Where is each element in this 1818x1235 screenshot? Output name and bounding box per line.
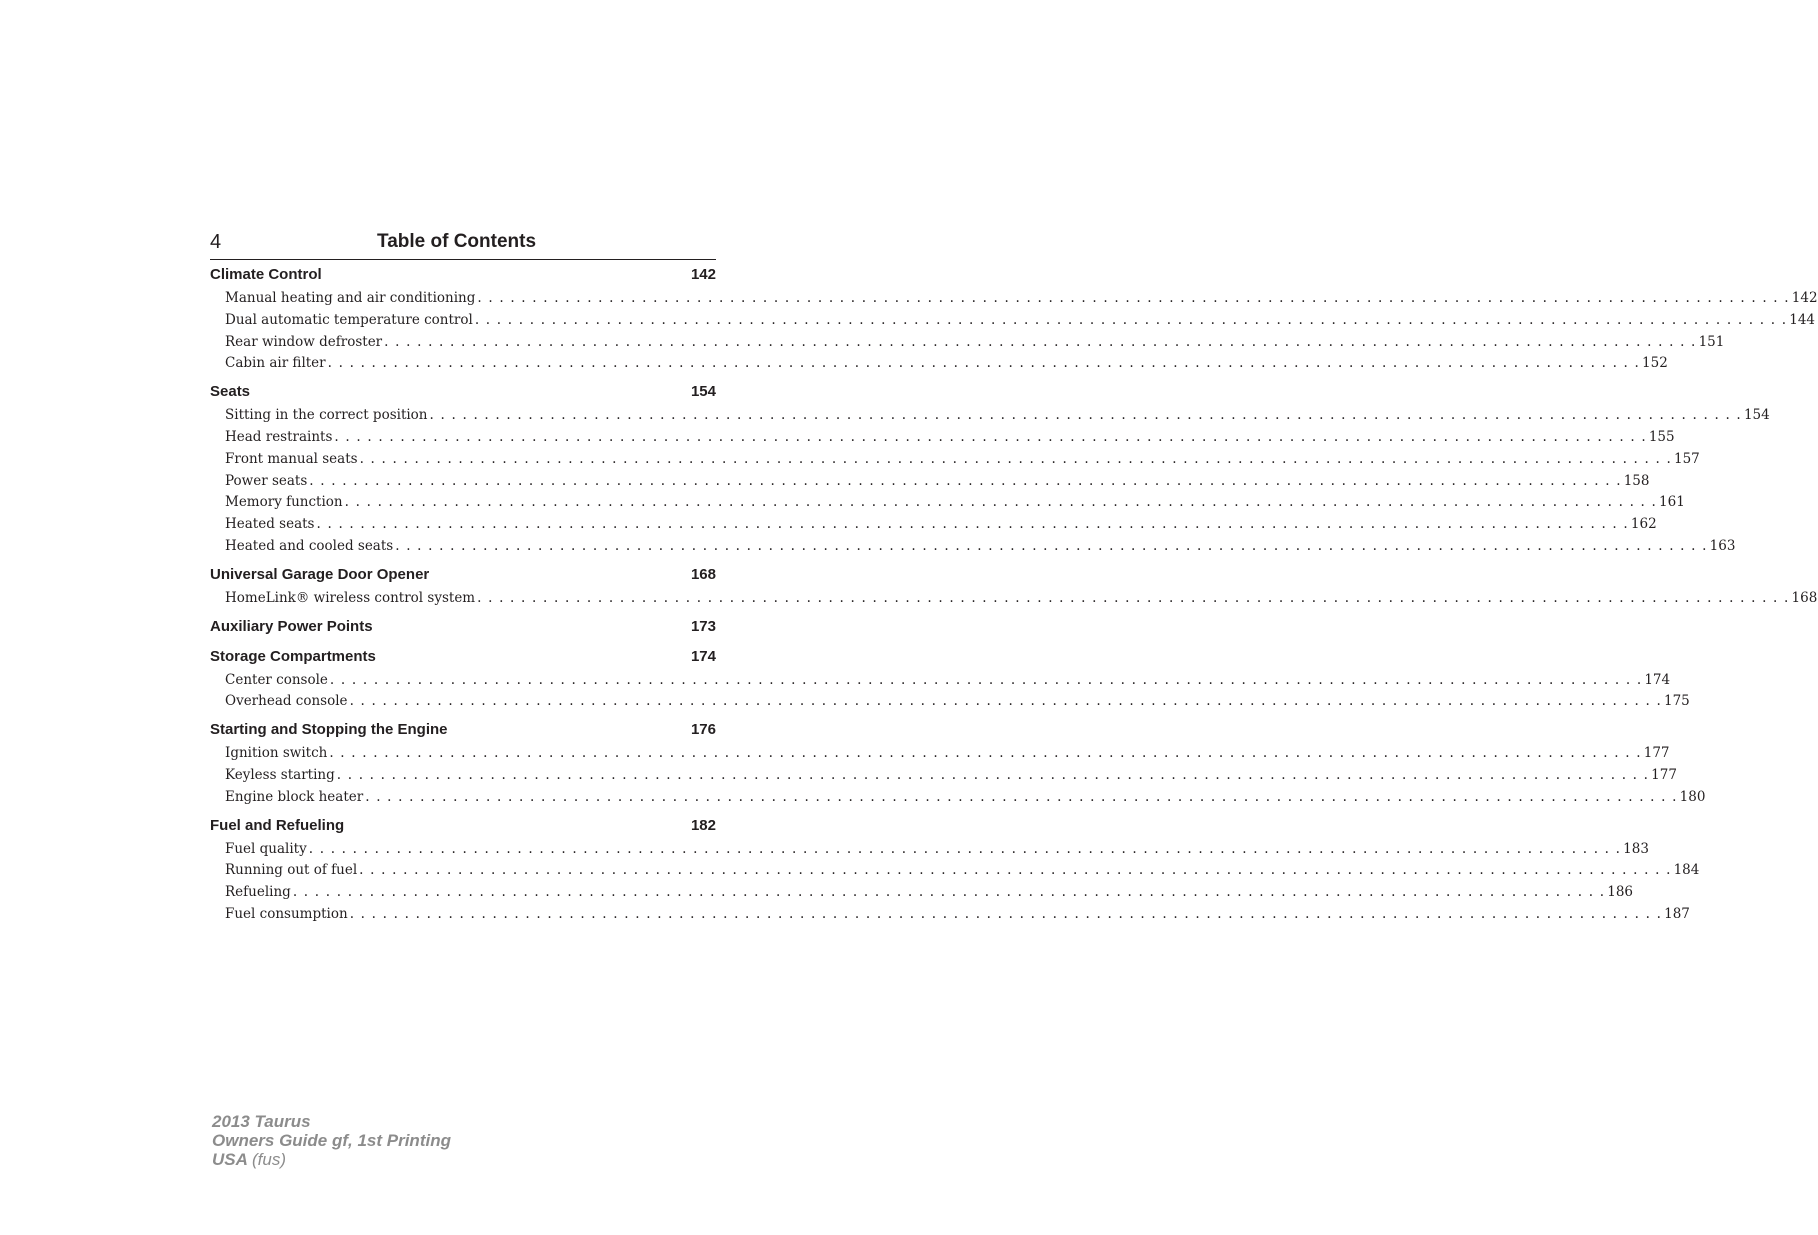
toc-section-heading[interactable] [210,817,716,839]
dot-leader: . . . . . . . . . . . . . . . . . . . . . . . . . . . . . . . . . . . . . . . . . . . . . . . . . . . . . . . . . . . . . . . . . . . . . . . . . . . . . . . . . . . . . . . . . . . . . . . . . . . . . . . . . . . . . . . . . . . . . . . . [316,516,1629,533]
entry-page-number: 177 [1643,745,1670,762]
footer-region [212,1150,451,1169]
toc-entry[interactable] [210,691,1690,713]
toc-entry[interactable] [210,449,1700,471]
entry-label: Ignition switch [225,745,328,762]
dot-leader: . . . . . . . . . . . . . . . . . . . . . . . . . . . . . . . . . . . . . . . . . . . . . . . . . . . . . . . . . . . . . . . . . . . . . . . . . . . . . . . . . . . . . . . . . . . . . . . . . . . . . . . . . . . . . . . . . . . . . . . . [292,884,1606,901]
entry-page-number: 174 [1644,671,1671,688]
section-page-number: 154 [690,383,716,401]
toc-entry[interactable] [210,904,1690,926]
entry-label: Heated seats [225,516,315,533]
entry-label: Head restraints [225,428,333,445]
section-page-number: 182 [690,816,716,834]
toc-entry[interactable] [210,332,1725,354]
entry-label: Power seats [225,472,308,489]
footer-guide-edition: Owners Guide gf, 1st Printing [212,1131,451,1150]
dot-leader: . . . . . . . . . . . . . . . . . . . . . . . . . . . . . . . . . . . . . . . . . . . . . . . . . . . . . . . . . . . . . . . . . . . . . . . . . . . . . . . . . . . . . . . . . . . . . . . . . . . . . . . . . . . . . . . . . . . . . . . . [308,840,1622,857]
section-page-number: 168 [690,565,716,583]
toc-entry[interactable] [210,427,1675,449]
toc-entry[interactable] [210,670,1671,692]
entry-label: Sitting in the correct position [225,407,428,424]
entry-label: Keyless starting [225,766,335,783]
entry-page-number: 186 [1607,884,1634,901]
entry-label: Memory function [225,494,343,511]
entry-page-number: 154 [1743,407,1770,424]
footer-region-sub: (fus) [252,1150,286,1169]
toc-section-heading[interactable] [210,721,716,743]
section-page-number: 173 [690,617,716,635]
toc-section [210,721,1706,808]
dot-leader: . . . . . . . . . . . . . . . . . . . . . . . . . . . . . . . . . . . . . . . . . . . . . . . . . . . . . . . . . . . . . . . . . . . . . . . . . . . . . . . . . . . . . . . . . . . . . . . . . . . . . . . . . . . . . . . . . . . . . . . . [477,290,1790,306]
entry-page-number: 151 [1698,333,1725,350]
toc-entry[interactable] [210,765,1677,787]
entry-page-number: 177 [1651,766,1677,783]
entry-label: Rear window defroster [225,333,383,350]
toc-entry[interactable] [210,882,1634,904]
footer-model: 2013 Taurus [212,1112,311,1131]
entry-page-number: 157 [1674,450,1700,467]
entry-page-number: 175 [1663,693,1690,710]
footer-region-code: USA [212,1150,248,1169]
entry-page-number: 161 [1659,494,1685,511]
dot-leader: . . . . . . . . . . . . . . . . . . . . . . . . . . . . . . . . . . . . . . . . . . . . . . . . . . . . . . . . . . . . . . . . . . . . . . . . . . . . . . . . . . . . . . . . . . . . . . . . . . . . . . . . . . . . . . . . . . . . . . . . [336,766,1650,783]
document-footer [212,1112,451,1169]
entry-label: Refueling [225,884,291,901]
dot-leader: . . . . . . . . . . . . . . . . . . . . . . . . . . . . . . . . . . . . . . . . . . . . . . . . . . . . . . . . . . . . . . . . . . . . . . . . . . . . . . . . . . . . . . . . . . . . . . . . . . . . . . . . . . . . . . . . . . . . . . . . [384,333,1697,350]
toc-section [210,647,1690,714]
dot-leader: . . . . . . . . . . . . . . . . . . . . . . . . . . . . . . . . . . . . . . . . . . . . . . . . . . . . . . . . . . . . . . . . . . . . . . . . . . . . . . . . . . . . . . . . . . . . . . . . . . . . . . . . . . . . . . . . . . . . . . . . [359,862,1672,879]
dot-leader: . . . . . . . . . . . . . . . . . . . . . . . . . . . . . . . . . . . . . . . . . . . . . . . . . . . . . . . . . . . . . . . . . . . . . . . . . . . . . . . . . . . . . . . . . . . . . . . . . . . . . . . . . . . . . . . . . . . . . . . . [344,494,1658,511]
entry-page-number: 163 [1709,537,1736,554]
toc-entry[interactable] [210,471,1650,493]
dot-leader: . . . . . . . . . . . . . . . . . . . . . . . . . . . . . . . . . . . . . . . . . . . . . . . . . . . . . . . . . . . . . . . . . . . . . . . . . . . . . . . . . . . . . . . . . . . . . . . . . . . . . . . . . . . . . . . . . . . . . . . . [329,671,1643,688]
toc-entry[interactable] [210,514,1657,536]
toc-section [210,383,1770,558]
table-of-contents [210,266,1818,934]
entry-label: Front manual seats [225,450,358,467]
dot-leader: . . . . . . . . . . . . . . . . . . . . . . . . . . . . . . . . . . . . . . . . . . . . . . . . . . . . . . . . . . . . . . . . . . . . . . . . . . . . . . . . . . . . . . . . . . . . . . . . . . . . . . . . . . . . . . . . . . . . . . . . [429,407,1742,424]
dot-leader: . . . . . . . . . . . . . . . . . . . . . . . . . . . . . . . . . . . . . . . . . . . . . . . . . . . . . . . . . . . . . . . . . . . . . . . . . . . . . . . . . . . . . . . . . . . . . . . . . . . . . . . . . . . . . . . . . . . . . . . . [395,537,1708,554]
dot-leader: . . . . . . . . . . . . . . . . . . . . . . . . . . . . . . . . . . . . . . . . . . . . . . . . . . . . . . . . . . . . . . . . . . . . . . . . . . . . . . . . . . . . . . . . . . . . . . . . . . . . . . . . . . . . . . . . . . . . . . . . [334,428,1647,445]
toc-section-heading[interactable] [210,566,716,588]
dot-leader: . . . . . . . . . . . . . . . . . . . . . . . . . . . . . . . . . . . . . . . . . . . . . . . . . . . . . . . . . . . . . . . . . . . . . . . . . . . . . . . . . . . . . . . . . . . . . . . . . . . . . . . . . . . . . . . . . . . . . . . . [327,355,1641,372]
dot-leader: . . . . . . . . . . . . . . . . . . . . . . . . . . . . . . . . . . . . . . . . . . . . . . . . . . . . . . . . . . . . . . . . . . . . . . . . . . . . . . . . . . . . . . . . . . . . . . . . . . . . . . . . . . . . . . . . . . . . . . . . [349,905,1663,922]
entry-page-number: 184 [1673,862,1700,879]
entry-label: Engine block heater [225,788,364,805]
toc-entry[interactable] [210,405,1770,427]
entry-page-number: 152 [1642,355,1668,372]
entry-label: Heated and cooled seats [225,537,394,554]
toc-entry[interactable] [210,353,1668,375]
toc-section [210,266,1818,375]
toc-section-heading[interactable] [210,383,716,405]
page-header [210,229,716,260]
toc-entry[interactable] [210,536,1736,558]
entry-label: Dual automatic temperature control [225,311,473,328]
entry-page-number: 158 [1623,472,1650,489]
entry-label: Running out of fuel [225,862,358,879]
toc-section [210,618,716,640]
toc-entry[interactable] [210,787,1706,809]
entry-label: Cabin air filter [225,355,326,372]
toc-entry[interactable] [210,743,1670,765]
toc-section-heading[interactable] [210,648,716,670]
page-title: Table of Contents [377,231,537,252]
entry-page-number: 162 [1630,516,1657,533]
section-page-number: 142 [690,266,716,283]
dot-leader: . . . . . . . . . . . . . . . . . . . . . . . . . . . . . . . . . . . . . . . . . . . . . . . . . . . . . . . . . . . . . . . . . . . . . . . . . . . . . . . . . . . . . . . . . . . . . . . . . . . . . . . . . . . . . . . . . . . . . . . . [365,788,1678,805]
toc-entry[interactable] [210,492,1685,514]
toc-section [210,565,1818,610]
toc-entry[interactable] [210,288,1818,310]
dot-leader: . . . . . . . . . . . . . . . . . . . . . . . . . . . . . . . . . . . . . . . . . . . . . . . . . . . . . . . . . . . . . . . . . . . . . . . . . . . . . . . . . . . . . . . . . . . . . . . . . . . . . . . . . . . . . . . . . . . . . . . . [477,589,1790,606]
section-title: Starting and Stopping the Engine [210,721,448,739]
section-title: Universal Garage Door Opener [210,565,430,583]
entry-page-number: 155 [1648,428,1675,445]
section-title: Seats [210,383,251,401]
section-title: Storage Compartments [210,647,376,665]
toc-section-heading[interactable] [210,618,716,640]
section-page-number: 176 [690,721,716,739]
section-title: Fuel and Refueling [210,816,345,834]
dot-leader: . . . . . . . . . . . . . . . . . . . . . . . . . . . . . . . . . . . . . . . . . . . . . . . . . . . . . . . . . . . . . . . . . . . . . . . . . . . . . . . . . . . . . . . . . . . . . . . . . . . . . . . . . . . . . . . . . . . . . . . . [309,472,1622,489]
page-number: 4 [210,231,222,253]
toc-entry[interactable] [210,860,1700,882]
entry-page-number: 142 [1791,290,1818,306]
toc-entry[interactable] [210,839,1649,861]
entry-page-number: 168 [1791,589,1818,606]
toc-section-heading[interactable] [210,266,716,288]
toc-entry[interactable] [210,310,1816,332]
dot-leader: . . . . . . . . . . . . . . . . . . . . . . . . . . . . . . . . . . . . . . . . . . . . . . . . . . . . . . . . . . . . . . . . . . . . . . . . . . . . . . . . . . . . . . . . . . . . . . . . . . . . . . . . . . . . . . . . . . . . . . . . [474,311,1788,328]
entry-label: Fuel quality [225,840,307,857]
toc-section [210,816,1700,926]
dot-leader: . . . . . . . . . . . . . . . . . . . . . . . . . . . . . . . . . . . . . . . . . . . . . . . . . . . . . . . . . . . . . . . . . . . . . . . . . . . . . . . . . . . . . . . . . . . . . . . . . . . . . . . . . . . . . . . . . . . . . . . . [349,693,1662,710]
dot-leader: . . . . . . . . . . . . . . . . . . . . . . . . . . . . . . . . . . . . . . . . . . . . . . . . . . . . . . . . . . . . . . . . . . . . . . . . . . . . . . . . . . . . . . . . . . . . . . . . . . . . . . . . . . . . . . . . . . . . . . . . [329,745,1642,762]
dot-leader: . . . . . . . . . . . . . . . . . . . . . . . . . . . . . . . . . . . . . . . . . . . . . . . . . . . . . . . . . . . . . . . . . . . . . . . . . . . . . . . . . . . . . . . . . . . . . . . . . . . . . . . . . . . . . . . . . . . . . . . . [359,450,1672,467]
entry-page-number: 187 [1664,905,1690,922]
entry-label: Fuel consumption [225,905,348,922]
section-page-number: 174 [690,647,716,665]
entry-label: HomeLink® wireless control system [225,589,476,606]
entry-page-number: 180 [1679,788,1706,805]
entry-label: Center console [225,671,328,688]
section-title: Climate Control [210,266,322,283]
entry-page-number: 144 [1789,311,1816,328]
entry-label: Manual heating and air conditioning [225,290,476,306]
toc-entry[interactable] [210,588,1818,610]
section-title: Auxiliary Power Points [210,617,373,635]
entry-label: Overhead console [225,693,348,710]
entry-page-number: 183 [1623,840,1649,857]
